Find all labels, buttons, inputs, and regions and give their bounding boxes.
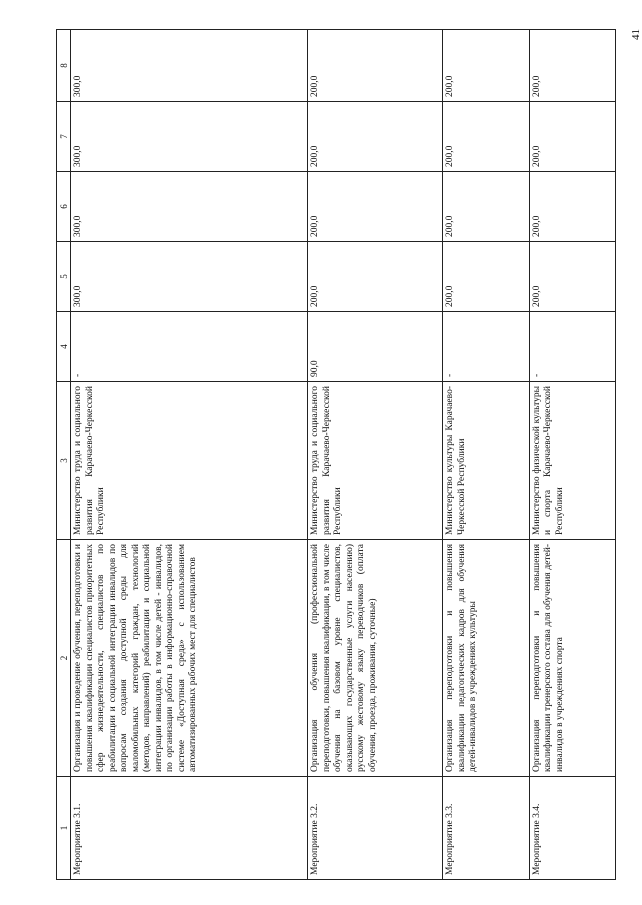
col-header-6: 6 <box>57 172 71 242</box>
measure-executor: Министерство культуры Карачаево-Черкесской Республики <box>443 382 529 540</box>
rotated-table-container <box>56 30 616 880</box>
value-col5: 200,0 <box>443 242 529 312</box>
col-header-3: 3 <box>57 382 71 540</box>
value-col8: 200,0 <box>443 30 529 102</box>
col-header-4: 4 <box>57 312 71 382</box>
measure-id: Мероприятие 3.4. <box>529 777 616 880</box>
value-col4: - <box>443 312 529 382</box>
value-col5: 300,0 <box>71 242 308 312</box>
value-col4: - <box>71 312 308 382</box>
value-col5: 200,0 <box>308 242 443 312</box>
measure-id: Мероприятие 3.1. <box>71 777 308 880</box>
value-col7: 200,0 <box>308 102 443 172</box>
measure-description: Организация и проведение обучения, переподготовки и повышения квалификации специалистов приоритетных сфер жизнедеятельности, специалистов по реабилитации и социальной интеграции инвалидов по вопросам создания доступной среды для маломобильных категорий граждан, технологий (методов, направлений) реабилитации и социальной интеграции инвалидов, в том числе детей - инвалидов, по организации работы в информационно-справочной системе «Доступная среда» с использованием автоматизированных рабочих мест для специалистов <box>71 540 308 777</box>
measure-id: Мероприятие 3.2. <box>308 777 443 880</box>
value-col8: 200,0 <box>529 30 616 102</box>
measure-executor: Министерство физической культуры и спорта Карачаево-Черкесской Республики <box>529 382 616 540</box>
measure-id: Мероприятие 3.3. <box>443 777 529 880</box>
measure-description: Организация обучения (профессиональной переподготовки, повышения квалификации, в том числе обучения на базовом уровне специалистов, оказывающих государственные услуги населению) русскому жестовому языку переводчиков (оплата обучения, проезда, проживания, суточные) <box>308 540 443 777</box>
measure-executor: Министерство труда и социального развития Карачаево-Черкесской Республики <box>308 382 443 540</box>
measure-description: Организация переподготовки и повышения квалификации педагогических кадров для обучения детей-инвалидов в учреждениях культуры <box>443 540 529 777</box>
table-row <box>308 30 443 880</box>
value-col7: 300,0 <box>71 102 308 172</box>
col-header-8: 8 <box>57 30 71 102</box>
col-header-1: 1 <box>57 777 71 880</box>
header-row <box>57 30 71 880</box>
measure-executor: Министерство труда и социального развития Карачаево-Черкесской Республики <box>71 382 308 540</box>
value-col7: 200,0 <box>443 102 529 172</box>
value-col8: 300,0 <box>71 30 308 102</box>
measures-table <box>56 29 616 880</box>
value-col8: 200,0 <box>308 30 443 102</box>
measure-description: Организация переподготовки и повышения квалификации тренерского состава для обучения детей-инвалидов в учреждениях спорта <box>529 540 616 777</box>
col-header-7: 7 <box>57 102 71 172</box>
value-col4: 90,0 <box>308 312 443 382</box>
table-row <box>71 30 308 880</box>
col-header-5: 5 <box>57 242 71 312</box>
value-col6: 200,0 <box>529 172 616 242</box>
table-row <box>443 30 529 880</box>
table-row <box>529 30 616 880</box>
value-col6: 300,0 <box>71 172 308 242</box>
value-col4: - <box>529 312 616 382</box>
value-col6: 200,0 <box>308 172 443 242</box>
page-number: 41 <box>630 29 642 40</box>
value-col6: 200,0 <box>443 172 529 242</box>
value-col5: 200,0 <box>529 242 616 312</box>
col-header-2: 2 <box>57 540 71 777</box>
value-col7: 200,0 <box>529 102 616 172</box>
